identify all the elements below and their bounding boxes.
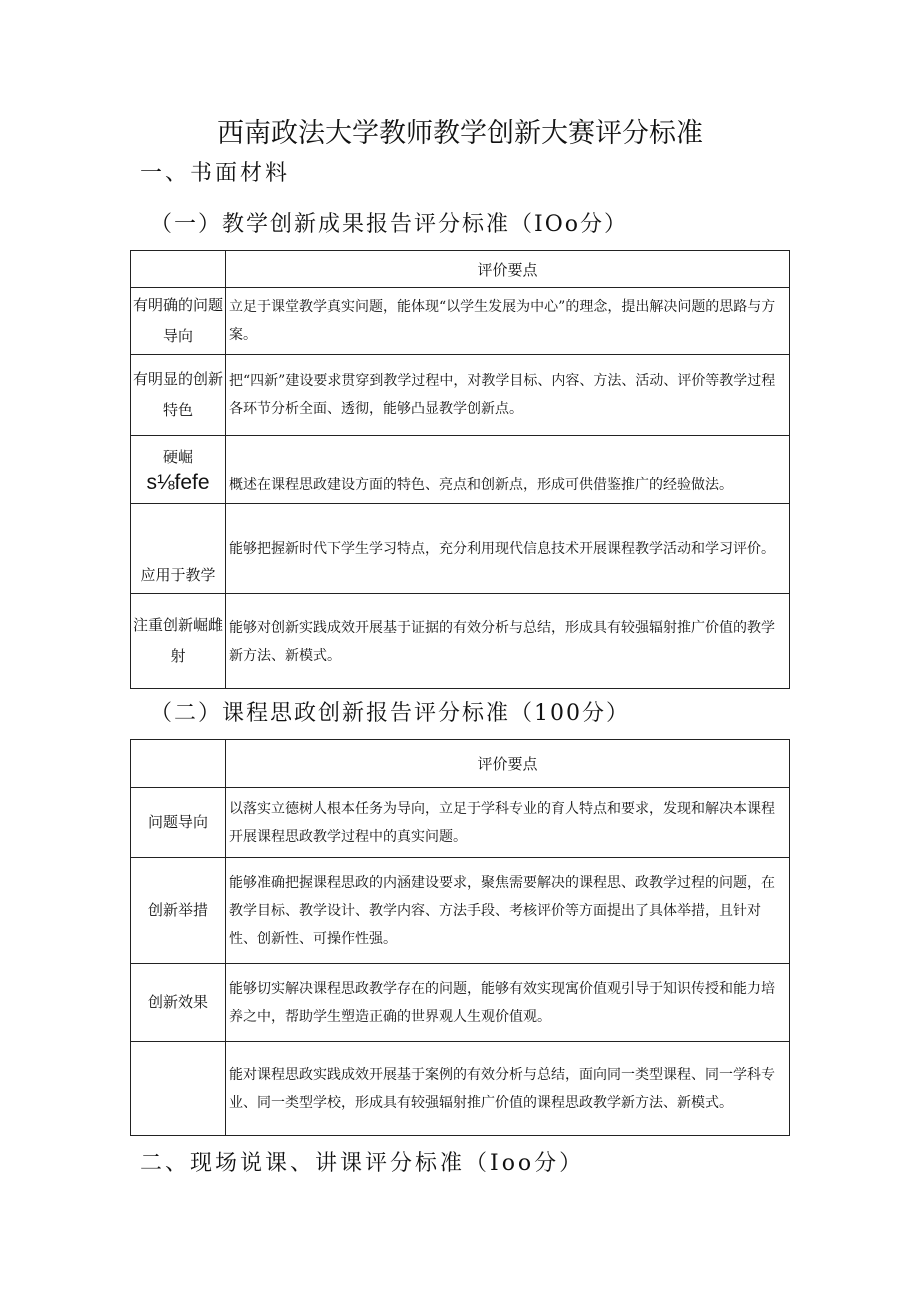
row-content: 立足于课堂教学真实问题，能体现“以学生发展为中心”的理念，提出解决问题的思路与方案。: [226, 288, 790, 355]
row-content: 能够准确把握课程思政的内涵建设要求，聚焦需要解决的课程思、政教学过程的问题，在教学目标、教学设计、教学内容、方法手段、考核评价等方面提出了具体举措，且针对性、创新性、可操作性强。: [226, 858, 790, 964]
section-heading-live-lecture: 二、现场说课、讲课评分标准（Ioo分）: [140, 1151, 585, 1176]
header-blank-cell: [131, 740, 226, 788]
subsection-heading-teaching-innovation: （一）教学创新成果报告评分标准（IOo分）: [150, 212, 628, 237]
row-content: 概述在课程思政建设方面的特色、亮点和创新点，形成可供借鉴推广的经验做法。: [226, 436, 790, 504]
header-evaluation-points: 评价要点: [226, 740, 790, 788]
table-row: [131, 436, 790, 504]
row-content: 能够切实解决课程思政教学存在的问题，能够有效实现寓价值观引导于知识传授和能力培养之中，帮助学生塑造正确的世界观人生观价值观。: [226, 964, 790, 1042]
row-content: 以落实立德树人根本任务为导向，立足于学科专业的育人特点和要求，发现和解决本课程开展课程思政教学过程中的真实问题。: [226, 788, 790, 858]
table-header-row: [131, 740, 790, 788]
table-row: [131, 355, 790, 436]
table-row: [131, 1042, 790, 1136]
table-row: [131, 858, 790, 964]
table-row: [131, 788, 790, 858]
row-label: 创新效果: [131, 964, 226, 1042]
table-row: [131, 594, 790, 689]
table-header-row: [131, 251, 790, 288]
teaching-innovation-criteria-table: [130, 250, 790, 689]
header-blank-cell: [131, 251, 226, 288]
row-label-line1: 硬崛: [162, 447, 193, 466]
row-label-line2: s⅛fefe: [146, 470, 210, 494]
row-content: 能够把握新时代下学生学习特点，充分利用现代信息技术开展课程教学活动和学习评价。: [226, 504, 790, 594]
row-label: 创新举措: [131, 858, 226, 964]
row-label: 问题导向: [131, 788, 226, 858]
row-label: 有明显的创新特色: [131, 355, 226, 436]
row-label: 注重创新崛雌射: [131, 594, 226, 689]
row-label: 应用于教学: [131, 504, 226, 594]
row-label: [131, 1042, 226, 1136]
row-content: 能对课程思政实践成效开展基于案例的有效分析与总结，面向同一类型课程、同一学科专业、同一类型学校，形成具有较强辐射推广价值的课程思政教学新方法、新模式。: [226, 1042, 790, 1136]
document-title: 西南政法大学教师教学创新大赛评分标准: [217, 118, 703, 149]
table-row: [131, 964, 790, 1042]
row-content: 把“四新”建设要求贯穿到教学过程中，对教学目标、内容、方法、活动、评价等教学过程各环节分析全面、透彻，能够凸显教学创新点。: [226, 355, 790, 436]
table-row: [131, 504, 790, 594]
section-heading-written-materials: 一、书面材料: [140, 161, 291, 186]
table-row: [131, 288, 790, 355]
row-label: [131, 436, 226, 504]
row-content: 能够对创新实践成效开展基于证据的有效分析与总结，形成具有较强辐射推广价值的教学新方法、新模式。: [226, 594, 790, 689]
row-label: 有明确的问题导向: [131, 288, 226, 355]
header-evaluation-points: 评价要点: [226, 251, 790, 288]
ideological-course-criteria-table: [130, 739, 790, 1136]
subsection-heading-ideological-course: （二）课程思政创新报告评分标准（100分）: [150, 701, 630, 726]
